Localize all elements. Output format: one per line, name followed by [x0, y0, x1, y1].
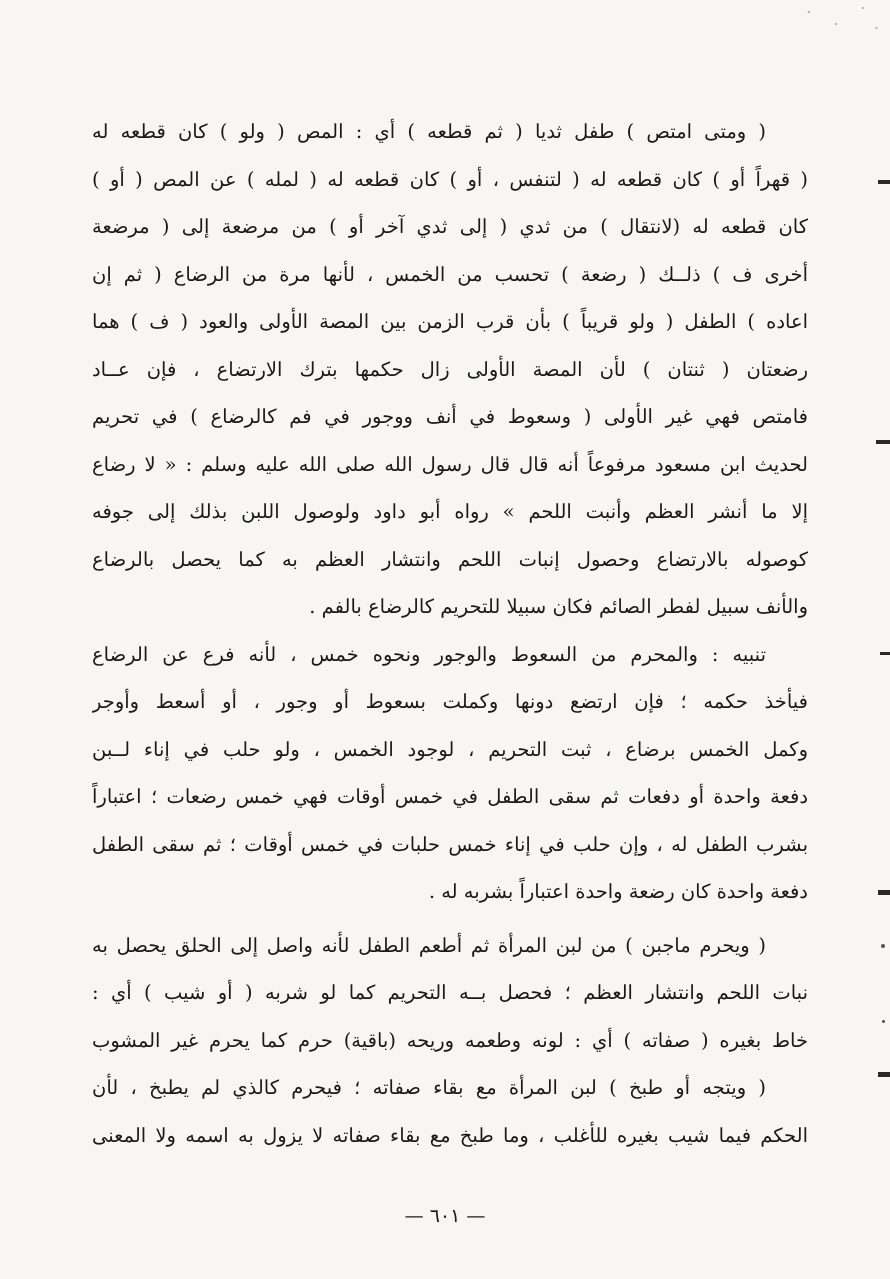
text-line: ( ومتى امتص ) طفل ثديا ( ثم قطعه ) أي : المص ( ولو ) كان قطعه له — [92, 120, 766, 143]
text-line: تنبيه : والمحرم من السعوط والوجور ونحوه خمس ، لأنه فرع عن الرضاع — [92, 642, 766, 666]
text-line: بشرب الطفل له ، وإن حلب في إناء خمس حلبات في خمس أوقات ؛ ثم سقى الطفل — [92, 832, 808, 856]
text-line: أخرى ف ) ذلــك ( رضعة ) تحسب من الخمس ، لأنها مرة من الرضاع ( ثم إن — [92, 262, 808, 286]
margin-mark — [878, 890, 890, 895]
text-line: ( ويتجه أو طبخ ) لبن المرأة مع بقاء صفاته ؛ فيحرم كالذي لم يطبخ ، لأن — [92, 1076, 766, 1099]
margin-dot — [882, 1020, 885, 1023]
text-line: وكمل الخمس برضاع ، ثبت التحريم ، لوجود الخمس ، ولو حلب في إناء لــبن — [92, 737, 808, 761]
text-line: كان قطعه له (لانتقال ) من ثدي ( إلى ثدي آخر أو ) من مرضعة إلى ( مرضعة — [92, 215, 808, 238]
text-line: ( قهراً أو ) كان قطعه له ( لتنفس ، أو ) كان قطعه له ( لمله ) عن المص ( أو ) — [92, 167, 808, 191]
text-line: دفعة واحدة أو دفعات ثم سقى الطفل في خمس أوقات فهي خمس رضعات ؛ اعتباراً — [92, 785, 808, 808]
margin-mark — [878, 180, 890, 184]
text-line: لحديث ابن مسعود مرفوعاً أنه قال قال رسول الله صلى الله عليه وسلم : « لا رضاع — [92, 452, 808, 476]
text-line: دفعة واحدة كان رضعة واحدة اعتباراً بشربه له . — [428, 880, 808, 903]
margin-mark — [878, 1072, 890, 1077]
text-line: نبات اللحم وانتشار العظم ؛ فحصل بــه التحريم كما لو شربه ( أو شيب ) أي : — [92, 981, 808, 1004]
text-line: خاط بغيره ( صفاته ) أي : لونه وطعمه وريحه (باقية) حرم كما يحرم غير المشوب — [92, 1028, 808, 1052]
margin-mark — [880, 652, 890, 655]
page-number: — ٦٠١ — — [404, 1205, 486, 1227]
text-line: كوصوله بالارتضاع وحصول إنبات اللحم وانتشار العظم به كما يحصل بالرضاع — [92, 547, 808, 571]
body-text — [92, 108, 808, 1159]
text-line: الحكم فيما شيب بغيره للأغلب ، وما طبخ مع بقاء صفاته لا يزول به اسمه ولا المعنى — [92, 1123, 808, 1147]
margin-mark — [876, 440, 890, 444]
text-line: رضعتان ( ثنتان ) لأن المصة الأولى زال حكمها بترك الارتضاع ، فإن عــاد — [92, 357, 808, 381]
text-line: ( ويحرم ماجبن ) من لبن المرأة ثم أطعم الطفل لأنه واصل إلى الحلق يحصل به — [92, 933, 766, 957]
text-line: فيأخذ حكمه ؛ فإن ارتضع دونها وكملت بسعوط أو وجور ، أو أسعط وأوجر — [92, 690, 808, 713]
text-line: اعاده ) الطفل ( ولو قريباً ) بأن قرب الزمن بين المصة الأولى والعود ( ف ) هما — [92, 310, 808, 333]
text-line: إلا ما أنشر العظم وأنبت اللحم » رواه أبو داود ولوصول اللبن بذلك إلى جوفه — [92, 500, 808, 523]
text-line: والأنف سبيل لفطر الصائم فكان سبيلا للتحريم كالرضاع بالفم . — [309, 595, 808, 618]
text-line: فامتص فهي غير الأولى ( وسعوط في أنف ووجور في فم كالرضاع ) في تحريم — [92, 405, 808, 428]
scan-noise — [800, 0, 890, 40]
margin-dot — [881, 944, 885, 948]
